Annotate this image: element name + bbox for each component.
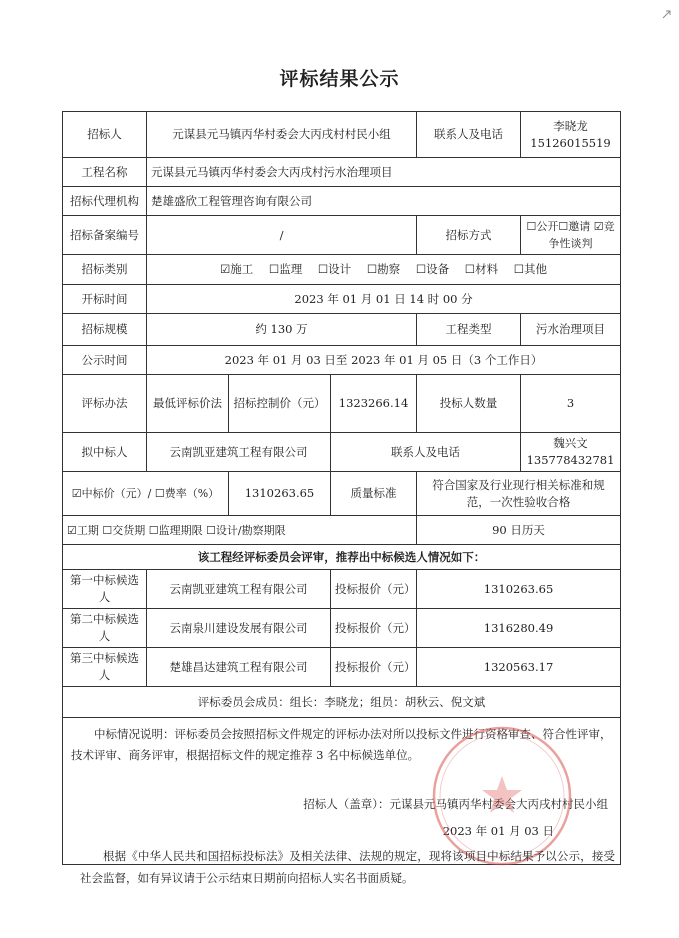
agency-label: 招标代理机构 <box>63 187 147 216</box>
sign-date: 2023 年 01 月 03 日 <box>442 824 555 838</box>
footer-text: 根据《中华人民共和国招标投标法》及相关法律、法规的规定，现将该项目中标结果予以公示，接受社会监督，如有异议请于公示结束日期前向招标人实名书面质疑。 <box>80 849 615 885</box>
tenderer-label: 招标人 <box>63 112 147 158</box>
category-material: ☐材料 <box>464 262 499 276</box>
contact-label: 联系人及电话 <box>417 112 521 158</box>
row-scale <box>63 314 621 346</box>
candidate-price: 1310263.65 <box>417 570 621 609</box>
project-label: 工程名称 <box>63 158 147 187</box>
candidate-rank: 第二中标候选人 <box>63 609 147 648</box>
row-opening <box>63 285 621 314</box>
table-row <box>63 648 621 687</box>
sign-text: 招标人（盖章）：元谋县元马镇丙华村委会大丙戌村村民小组 <box>303 797 609 811</box>
tenderer-value: 元谋县元马镇丙华村委会大丙戌村村民小组 <box>147 112 417 158</box>
eval-label: 评标办法 <box>63 375 147 433</box>
period-label: ☑工期 ☐交货期 ☐监理期限 ☐设计/勘察期限 <box>63 516 417 545</box>
page-title: 评标结果公示 <box>279 68 400 90</box>
project-value: 元谋县元马镇丙华村委会大丙戌村污水治理项目 <box>147 158 621 187</box>
candidate-rank: 第三中标候选人 <box>63 648 147 687</box>
row-category <box>63 255 621 285</box>
period-value: 90 日历天 <box>417 516 621 545</box>
row-period <box>63 516 621 545</box>
candidate-price-label: 投标报价（元） <box>331 570 417 609</box>
control-value: 1323266.14 <box>331 375 417 433</box>
record-value: / <box>147 216 417 255</box>
quality-value: 符合国家及行业现行相关标准和规范，一次性验收合格 <box>417 472 621 516</box>
eval-value: 最低评标价法 <box>147 375 229 433</box>
method-invite: ☐邀请 <box>558 220 591 233</box>
row-record <box>63 216 621 255</box>
method-options <box>521 216 621 255</box>
bidders-label: 投标人数量 <box>417 375 521 433</box>
note-text: 中标情况说明：评标委员会按照招标文件规定的评标办法对所以投标文件进行资格审查、符合性评审，技术评审、商务评审，根据招标文件的规定推荐 3 名中标候选单位。 <box>71 727 612 762</box>
winner-label: 拟中标人 <box>63 433 147 472</box>
method-negotiation: ☑竞争性谈判 <box>548 220 615 250</box>
row-winner <box>63 433 621 472</box>
method-label: 招标方式 <box>417 216 521 255</box>
row-public <box>63 346 621 375</box>
row-committee <box>63 687 621 718</box>
category-construction: ☑施工 <box>219 262 254 276</box>
scale-value: 约 130 万 <box>147 314 417 346</box>
category-design: ☐设计 <box>317 262 352 276</box>
candidate-name: 楚雄昌达建筑工程有限公司 <box>147 648 331 687</box>
record-label: 招标备案编号 <box>63 216 147 255</box>
price-label: ☑中标价（元）/ ☐费率（%） <box>63 472 229 516</box>
category-survey: ☐勘察 <box>366 262 401 276</box>
table-row <box>63 570 621 609</box>
candidate-name: 云南凯亚建筑工程有限公司 <box>147 570 331 609</box>
row-candidates-heading <box>63 545 621 570</box>
winner-value: 云南凯亚建筑工程有限公司 <box>147 433 331 472</box>
bidders-value: 3 <box>521 375 621 433</box>
category-options <box>147 255 621 285</box>
corner-mark-icon <box>662 8 672 18</box>
row-price <box>63 472 621 516</box>
category-other: ☐其他 <box>513 262 548 276</box>
bid-result-table <box>62 111 621 865</box>
winner-contact-label: 联系人及电话 <box>331 433 521 472</box>
public-label: 公示时间 <box>63 346 147 375</box>
row-agency <box>63 187 621 216</box>
winner-contact-value: 魏兴文 135778432781 <box>521 433 621 472</box>
opening-label: 开标时间 <box>63 285 147 314</box>
category-equipment: ☐设备 <box>415 262 450 276</box>
candidate-rank: 第一中标候选人 <box>63 570 147 609</box>
contact-value: 李晓龙 15126015519 <box>521 112 621 158</box>
quality-label: 质量标准 <box>331 472 417 516</box>
candidate-price: 1320563.17 <box>417 648 621 687</box>
category-label: 招标类别 <box>63 255 147 285</box>
agency-value: 楚雄盛欣工程管理咨询有限公司 <box>147 187 621 216</box>
method-public: ☐公开 <box>526 220 559 233</box>
candidate-name: 云南泉川建设发展有限公司 <box>147 609 331 648</box>
row-tenderer <box>63 112 621 158</box>
row-evaluation <box>63 375 621 433</box>
public-value: 2023 年 01 月 03 日至 2023 年 01 月 05 日（3 个工作日） <box>147 346 621 375</box>
candidate-price-label: 投标报价（元） <box>331 648 417 687</box>
committee-text: 评标委员会成员：组长：李晓龙；组员：胡秋云、倪文斌 <box>63 687 621 718</box>
row-project <box>63 158 621 187</box>
candidate-price: 1316280.49 <box>417 609 621 648</box>
table-row <box>63 609 621 648</box>
candidates-heading: 该工程经评标委员会评审，推荐出中标候选人情况如下： <box>63 545 621 570</box>
row-note <box>63 718 621 865</box>
type-value: 污水治理项目 <box>521 314 621 346</box>
candidate-price-label: 投标报价（元） <box>331 609 417 648</box>
control-label: 招标控制价（元） <box>229 375 331 433</box>
price-value: 1310263.65 <box>229 472 331 516</box>
scale-label: 招标规模 <box>63 314 147 346</box>
type-label: 工程类型 <box>417 314 521 346</box>
note-cell <box>63 718 621 865</box>
category-supervision: ☐监理 <box>268 262 303 276</box>
opening-value: 2023 年 01 月 01 日 14 时 00 分 <box>147 285 621 314</box>
